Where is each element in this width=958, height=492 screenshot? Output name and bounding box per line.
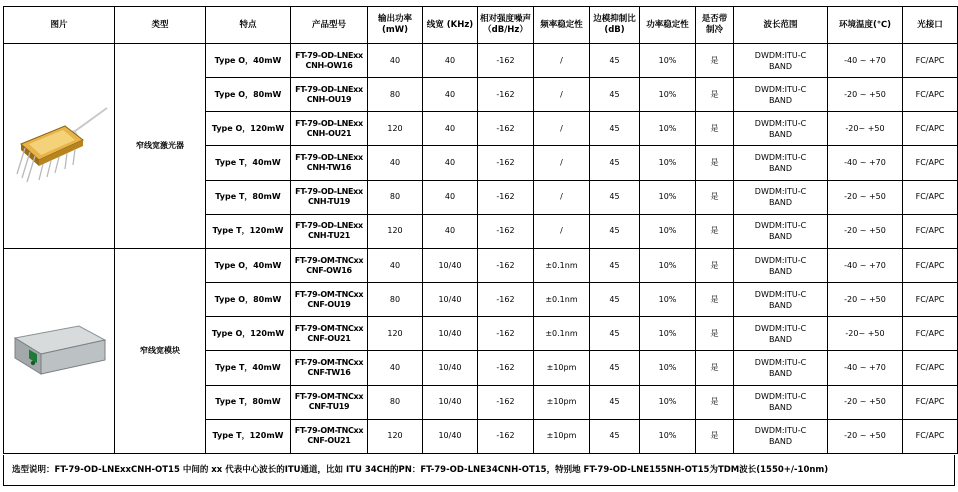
wavelength-range-cell bbox=[734, 317, 828, 351]
model-number-cell bbox=[291, 283, 368, 317]
column-header: 相对强度噪声 （dB/Hz） bbox=[478, 7, 534, 44]
column-header: 线宽 (KHz) bbox=[423, 7, 478, 44]
column-header: 环境温度(℃) bbox=[828, 7, 903, 44]
optical-interface-cell: FC/APC bbox=[903, 419, 958, 453]
wavelength-line: DWDM:ITU-C bbox=[754, 289, 807, 299]
optical-interface-cell: FC/APC bbox=[903, 44, 958, 78]
product-type-cell: 窄线宽激光器 bbox=[115, 44, 206, 249]
feature-cell: Type T，40mW bbox=[206, 146, 291, 180]
product-image-cell bbox=[4, 248, 115, 453]
model-number-line: FT-79-OD-LNExx bbox=[295, 153, 363, 163]
cooling-cell: 是 bbox=[696, 385, 734, 419]
wavelength-line: DWDM:ITU-C bbox=[754, 221, 807, 231]
optical-interface-cell: FC/APC bbox=[903, 248, 958, 282]
output-power-cell: 40 bbox=[368, 248, 423, 282]
model-number-line: CNF-OU21 bbox=[307, 333, 351, 343]
cooling-cell: 是 bbox=[696, 248, 734, 282]
rin-cell: -162 bbox=[478, 351, 534, 385]
wavelength-line: BAND bbox=[768, 403, 793, 413]
wavelength-line: BAND bbox=[768, 266, 793, 276]
model-number-line: FT-79-OD-LNExx bbox=[295, 221, 363, 231]
model-number-line: FT-79-OM-TNCxx bbox=[294, 392, 364, 402]
frequency-stability-cell: ±0.1nm bbox=[534, 283, 590, 317]
wavelength-range-cell bbox=[734, 78, 828, 112]
model-number-line: CNH-OU19 bbox=[306, 94, 352, 104]
butterfly-laser-module-icon bbox=[9, 177, 109, 186]
rin-cell: -162 bbox=[478, 385, 534, 419]
power-stability-cell: 10% bbox=[640, 351, 696, 385]
ambient-temperature-cell: -20 ~ +50 bbox=[828, 385, 903, 419]
wavelength-line: BAND bbox=[768, 95, 793, 105]
ambient-temperature-cell: -20 ~ +50 bbox=[828, 180, 903, 214]
wavelength-range-cell bbox=[734, 214, 828, 248]
cooling-cell: 是 bbox=[696, 317, 734, 351]
optical-interface-cell: FC/APC bbox=[903, 78, 958, 112]
wavelength-range-cell bbox=[734, 44, 828, 78]
linewidth-cell: 10/40 bbox=[423, 385, 478, 419]
power-stability-cell: 10% bbox=[640, 283, 696, 317]
cooling-cell: 是 bbox=[696, 283, 734, 317]
frequency-stability-cell: / bbox=[534, 44, 590, 78]
table-body bbox=[4, 44, 958, 454]
frequency-stability-cell: / bbox=[534, 214, 590, 248]
wavelength-range-cell bbox=[734, 248, 828, 282]
feature-cell: Type T，80mW bbox=[206, 180, 291, 214]
wavelength-line: BAND bbox=[768, 334, 793, 344]
feature-cell: Type T，120mW bbox=[206, 214, 291, 248]
model-number-line: FT-79-OM-TNCxx bbox=[294, 357, 364, 367]
wavelength-range-cell bbox=[734, 146, 828, 180]
power-stability-cell: 10% bbox=[640, 248, 696, 282]
model-number-cell bbox=[291, 112, 368, 146]
model-number-line: FT-79-OD-LNExx bbox=[295, 84, 363, 94]
wavelength-range-cell bbox=[734, 283, 828, 317]
column-header: 类型 bbox=[115, 7, 206, 44]
output-power-cell: 120 bbox=[368, 419, 423, 453]
column-header: 输出功率 (mW) bbox=[368, 7, 423, 44]
optical-interface-cell: FC/APC bbox=[903, 180, 958, 214]
feature-cell: Type O，120mW bbox=[206, 112, 291, 146]
smsr-cell: 45 bbox=[590, 112, 640, 146]
feature-cell: Type T，120mW bbox=[206, 419, 291, 453]
model-number-line: CNH-TW16 bbox=[306, 163, 352, 173]
wavelength-line: DWDM:ITU-C bbox=[754, 426, 807, 436]
output-power-cell: 80 bbox=[368, 78, 423, 112]
power-stability-cell: 10% bbox=[640, 112, 696, 146]
ambient-temperature-cell: -20 ~ +50 bbox=[828, 214, 903, 248]
ambient-temperature-cell: -40 ~ +70 bbox=[828, 44, 903, 78]
product-image-cell bbox=[4, 44, 115, 249]
ambient-temperature-cell: -20 ~ +50 bbox=[828, 78, 903, 112]
wavelength-line: DWDM:ITU-C bbox=[754, 153, 807, 163]
optical-interface-cell: FC/APC bbox=[903, 214, 958, 248]
smsr-cell: 45 bbox=[590, 44, 640, 78]
model-number-line: CNF-OU21 bbox=[307, 436, 351, 446]
model-number-line: CNH-TU19 bbox=[307, 197, 351, 207]
cooling-cell: 是 bbox=[696, 214, 734, 248]
cooling-cell: 是 bbox=[696, 146, 734, 180]
smsr-cell: 45 bbox=[590, 180, 640, 214]
laser-module-box-icon bbox=[9, 375, 109, 384]
column-header: 波长范围 bbox=[734, 7, 828, 44]
model-number-line: CNF-OU19 bbox=[307, 299, 351, 309]
ambient-temperature-cell: -20~ +50 bbox=[828, 317, 903, 351]
column-header: 特点 bbox=[206, 7, 291, 44]
product-type-cell: 窄线宽模块 bbox=[115, 248, 206, 453]
feature-cell: Type O，120mW bbox=[206, 317, 291, 351]
ambient-temperature-cell: -40 ~ +70 bbox=[828, 146, 903, 180]
product-spec-table bbox=[3, 6, 958, 454]
ambient-temperature-cell: -40 ~ +70 bbox=[828, 248, 903, 282]
model-number-line: FT-79-OM-TNCxx bbox=[294, 289, 364, 299]
output-power-cell: 40 bbox=[368, 44, 423, 78]
rin-cell: -162 bbox=[478, 419, 534, 453]
column-header: 功率稳定性 bbox=[640, 7, 696, 44]
model-number-cell bbox=[291, 180, 368, 214]
linewidth-cell: 40 bbox=[423, 214, 478, 248]
table-row bbox=[4, 44, 958, 78]
model-number-line: CNF-TU19 bbox=[308, 402, 350, 412]
model-number-line: FT-79-OD-LNExx bbox=[295, 187, 363, 197]
column-header: 频率稳定性 bbox=[534, 7, 590, 44]
feature-cell: Type O，80mW bbox=[206, 78, 291, 112]
smsr-cell: 45 bbox=[590, 78, 640, 112]
rin-cell: -162 bbox=[478, 78, 534, 112]
model-number-cell bbox=[291, 419, 368, 453]
model-number-line: CNF-TW16 bbox=[307, 367, 351, 377]
feature-cell: Type T，40mW bbox=[206, 351, 291, 385]
output-power-cell: 40 bbox=[368, 146, 423, 180]
model-number-cell bbox=[291, 146, 368, 180]
power-stability-cell: 10% bbox=[640, 214, 696, 248]
wavelength-line: DWDM:ITU-C bbox=[754, 255, 807, 265]
power-stability-cell: 10% bbox=[640, 78, 696, 112]
wavelength-line: BAND bbox=[768, 61, 793, 71]
frequency-stability-cell: ±10pm bbox=[534, 385, 590, 419]
linewidth-cell: 40 bbox=[423, 44, 478, 78]
wavelength-line: BAND bbox=[768, 437, 793, 447]
feature-cell: Type T，80mW bbox=[206, 385, 291, 419]
power-stability-cell: 10% bbox=[640, 419, 696, 453]
frequency-stability-cell: / bbox=[534, 112, 590, 146]
model-number-cell bbox=[291, 317, 368, 351]
power-stability-cell: 10% bbox=[640, 180, 696, 214]
ambient-temperature-cell: -20~ +50 bbox=[828, 112, 903, 146]
cooling-cell: 是 bbox=[696, 44, 734, 78]
wavelength-range-cell bbox=[734, 351, 828, 385]
optical-interface-cell: FC/APC bbox=[903, 283, 958, 317]
rin-cell: -162 bbox=[478, 146, 534, 180]
linewidth-cell: 40 bbox=[423, 78, 478, 112]
ambient-temperature-cell: -20 ~ +50 bbox=[828, 419, 903, 453]
wavelength-line: DWDM:ITU-C bbox=[754, 118, 807, 128]
optical-interface-cell: FC/APC bbox=[903, 351, 958, 385]
frequency-stability-cell: ±10pm bbox=[534, 419, 590, 453]
optical-interface-cell: FC/APC bbox=[903, 385, 958, 419]
model-number-line: CNH-TU21 bbox=[307, 231, 351, 241]
column-header: 是否带制冷 bbox=[696, 7, 734, 44]
rin-cell: -162 bbox=[478, 283, 534, 317]
column-header: 图片 bbox=[4, 7, 115, 44]
output-power-cell: 80 bbox=[368, 180, 423, 214]
column-header: 光接口 bbox=[903, 7, 958, 44]
rin-cell: -162 bbox=[478, 214, 534, 248]
wavelength-line: DWDM:ITU-C bbox=[754, 357, 807, 367]
wavelength-range-cell bbox=[734, 180, 828, 214]
rin-cell: -162 bbox=[478, 317, 534, 351]
model-number-cell bbox=[291, 351, 368, 385]
rin-cell: -162 bbox=[478, 248, 534, 282]
smsr-cell: 45 bbox=[590, 385, 640, 419]
linewidth-cell: 40 bbox=[423, 180, 478, 214]
power-stability-cell: 10% bbox=[640, 44, 696, 78]
smsr-cell: 45 bbox=[590, 146, 640, 180]
optical-interface-cell: FC/APC bbox=[903, 112, 958, 146]
rin-cell: -162 bbox=[478, 44, 534, 78]
wavelength-line: BAND bbox=[768, 129, 793, 139]
ambient-temperature-cell: -40 ~ +70 bbox=[828, 351, 903, 385]
wavelength-line: DWDM:ITU-C bbox=[754, 50, 807, 60]
smsr-cell: 45 bbox=[590, 351, 640, 385]
table-row bbox=[4, 248, 958, 282]
wavelength-line: BAND bbox=[768, 164, 793, 174]
frequency-stability-cell: ±0.1nm bbox=[534, 317, 590, 351]
linewidth-cell: 10/40 bbox=[423, 317, 478, 351]
cooling-cell: 是 bbox=[696, 180, 734, 214]
wavelength-line: DWDM:ITU-C bbox=[754, 187, 807, 197]
header-row bbox=[4, 7, 958, 44]
wavelength-line: BAND bbox=[768, 198, 793, 208]
model-number-cell bbox=[291, 78, 368, 112]
power-stability-cell: 10% bbox=[640, 146, 696, 180]
wavelength-range-cell bbox=[734, 112, 828, 146]
output-power-cell: 40 bbox=[368, 351, 423, 385]
cooling-cell: 是 bbox=[696, 419, 734, 453]
optical-interface-cell: FC/APC bbox=[903, 146, 958, 180]
model-number-cell bbox=[291, 44, 368, 78]
model-number-cell bbox=[291, 385, 368, 419]
frequency-stability-cell: / bbox=[534, 146, 590, 180]
column-header: 边模抑制比(dB) bbox=[590, 7, 640, 44]
output-power-cell: 120 bbox=[368, 112, 423, 146]
rin-cell: -162 bbox=[478, 180, 534, 214]
selection-note: 选型说明：FT-79-OD-LNExxCNH-OT15 中间的 xx 代表中心波长的ITU通道，比如 ITU 34CH的PN：FT-79-OD-LNE34CNH-OT15，特别地 FT-79-OD-LNE155NH-OT15为TDM波长(1550+/-10nm) bbox=[3, 455, 955, 486]
model-number-line: FT-79-OD-LNExx bbox=[295, 118, 363, 128]
feature-cell: Type O，40mW bbox=[206, 44, 291, 78]
rin-cell: -162 bbox=[478, 112, 534, 146]
linewidth-cell: 40 bbox=[423, 112, 478, 146]
linewidth-cell: 40 bbox=[423, 146, 478, 180]
model-number-line: CNH-OW16 bbox=[305, 60, 353, 70]
power-stability-cell: 10% bbox=[640, 385, 696, 419]
cooling-cell: 是 bbox=[696, 351, 734, 385]
wavelength-line: BAND bbox=[768, 368, 793, 378]
wavelength-range-cell bbox=[734, 419, 828, 453]
model-number-line: CNF-OW16 bbox=[306, 265, 352, 275]
feature-cell: Type O，40mW bbox=[206, 248, 291, 282]
wavelength-line: DWDM:ITU-C bbox=[754, 323, 807, 333]
wavelength-line: BAND bbox=[768, 300, 793, 310]
linewidth-cell: 10/40 bbox=[423, 351, 478, 385]
frequency-stability-cell: / bbox=[534, 180, 590, 214]
smsr-cell: 45 bbox=[590, 419, 640, 453]
ambient-temperature-cell: -20 ~ +50 bbox=[828, 283, 903, 317]
feature-cell: Type O，80mW bbox=[206, 283, 291, 317]
output-power-cell: 80 bbox=[368, 283, 423, 317]
model-number-line: CNH-OU21 bbox=[306, 128, 352, 138]
column-header: 产品型号 bbox=[291, 7, 368, 44]
wavelength-range-cell bbox=[734, 385, 828, 419]
linewidth-cell: 10/40 bbox=[423, 419, 478, 453]
model-number-line: FT-79-OM-TNCxx bbox=[294, 255, 364, 265]
frequency-stability-cell: ±0.1nm bbox=[534, 248, 590, 282]
wavelength-line: DWDM:ITU-C bbox=[754, 84, 807, 94]
power-stability-cell: 10% bbox=[640, 317, 696, 351]
output-power-cell: 120 bbox=[368, 317, 423, 351]
smsr-cell: 45 bbox=[590, 317, 640, 351]
smsr-cell: 45 bbox=[590, 214, 640, 248]
linewidth-cell: 10/40 bbox=[423, 283, 478, 317]
model-number-cell bbox=[291, 214, 368, 248]
smsr-cell: 45 bbox=[590, 283, 640, 317]
frequency-stability-cell: ±10pm bbox=[534, 351, 590, 385]
frequency-stability-cell: / bbox=[534, 78, 590, 112]
output-power-cell: 120 bbox=[368, 214, 423, 248]
cooling-cell: 是 bbox=[696, 112, 734, 146]
smsr-cell: 45 bbox=[590, 248, 640, 282]
model-number-line: FT-79-OD-LNExx bbox=[295, 50, 363, 60]
output-power-cell: 80 bbox=[368, 385, 423, 419]
optical-interface-cell: FC/APC bbox=[903, 317, 958, 351]
wavelength-line: DWDM:ITU-C bbox=[754, 392, 807, 402]
wavelength-line: BAND bbox=[768, 232, 793, 242]
model-number-line: FT-79-OM-TNCxx bbox=[294, 323, 364, 333]
cooling-cell: 是 bbox=[696, 78, 734, 112]
linewidth-cell: 10/40 bbox=[423, 248, 478, 282]
model-number-cell bbox=[291, 248, 368, 282]
model-number-line: FT-79-OM-TNCxx bbox=[294, 426, 364, 436]
